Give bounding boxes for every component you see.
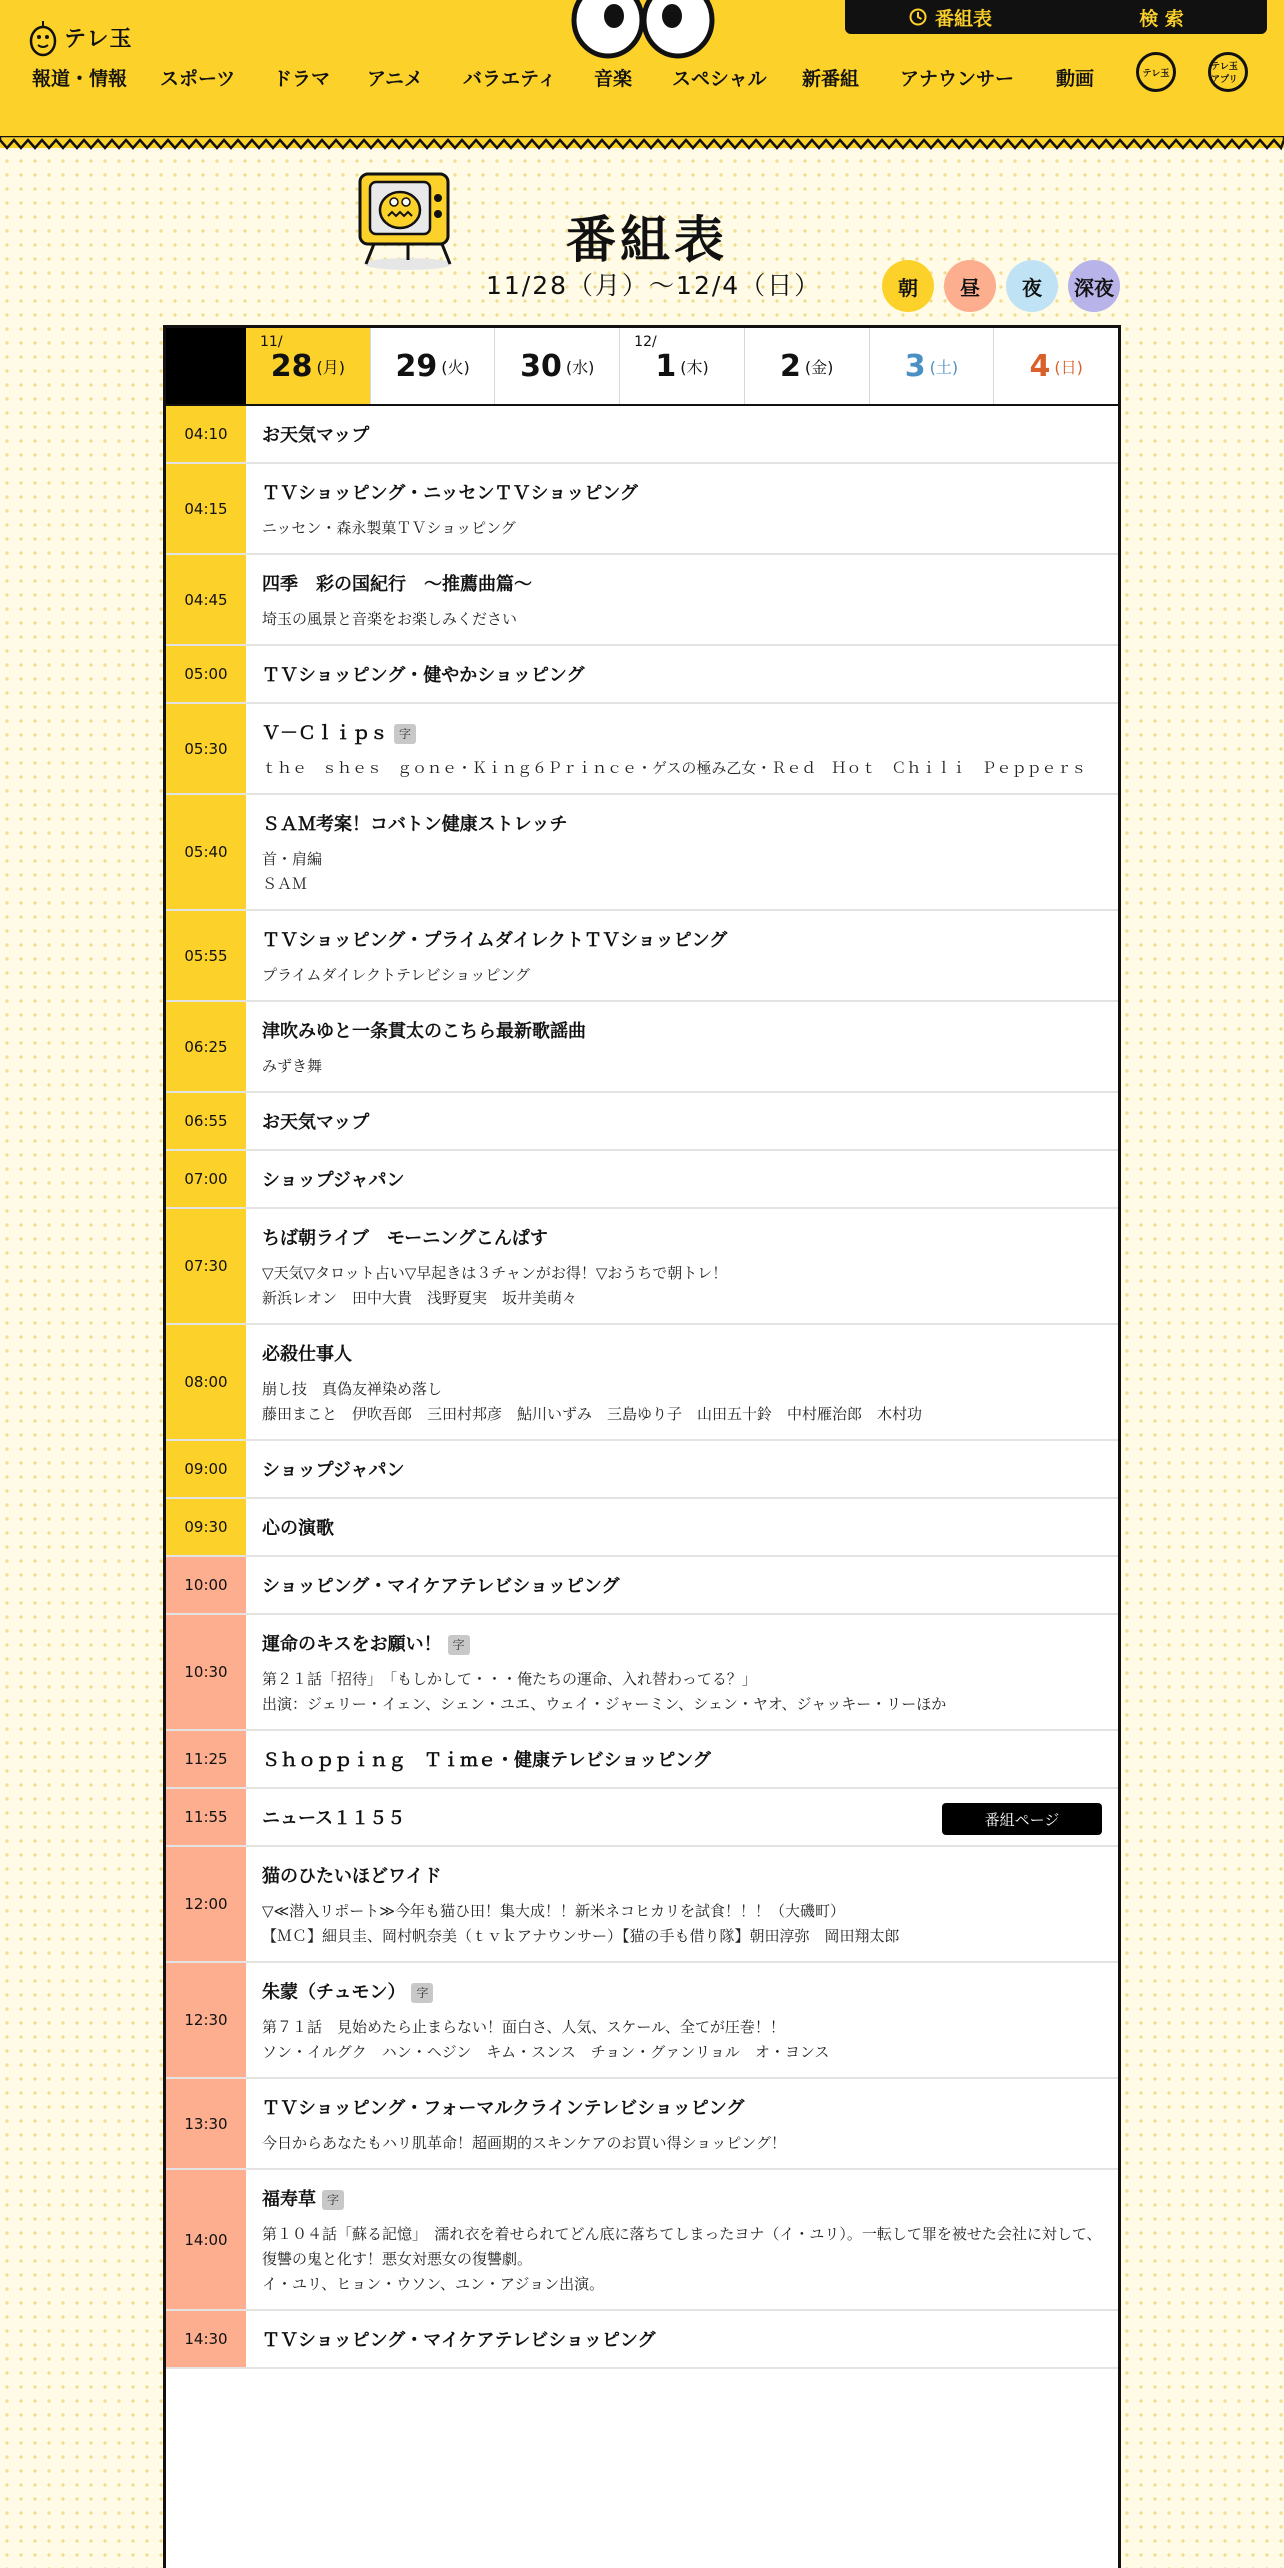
program-time: 06:55 — [166, 1093, 246, 1149]
program-page-button[interactable]: 番組ページ — [942, 1803, 1102, 1835]
day-of-week: (日) — [1054, 357, 1083, 377]
day-number: 29 — [395, 348, 438, 384]
program-description-line: 埼玉の風景と音楽をお楽しみください — [262, 610, 518, 628]
program-description-line: 【ＭＣ】細貝圭、岡村帆奈美（ｔｖｋアナウンサー）【猫の手も借り隊】朝田淳弥 岡田翔太郎 — [262, 1927, 900, 1945]
site-logo[interactable] — [28, 14, 138, 60]
header-zigzag-edge — [0, 136, 1284, 152]
evening-button-label: 夜 — [1022, 275, 1042, 300]
morning-button[interactable] — [882, 260, 934, 312]
program-info — [246, 1325, 1118, 1439]
program-title-line — [262, 571, 1102, 599]
day-month: 11/ — [260, 334, 283, 350]
program-title-line — [262, 1457, 1102, 1485]
day-tabs — [166, 328, 1118, 406]
program-title[interactable]: Ｓｈｏｐｐｉｎｇ Ｔｉｍｅ・健康テレビショッピング — [262, 1750, 711, 1771]
genre-nav — [0, 64, 1284, 104]
subtitle-badge: 字 — [322, 2190, 344, 2210]
program-time: 12:00 — [166, 1847, 246, 1961]
program-row[interactable] — [166, 1093, 1118, 1151]
day-of-week: (土) — [929, 357, 959, 377]
program-row[interactable] — [166, 795, 1118, 911]
program-description-line: 新浜レオン 田中大貴 浅野夏実 坂井美萌々 — [262, 1289, 578, 1307]
nav-news[interactable]: 報道・情報 — [32, 68, 128, 90]
program-row[interactable] — [166, 646, 1118, 704]
day-number: 28 — [270, 348, 313, 384]
mascot-logo-icon — [28, 17, 58, 57]
program-title[interactable]: ＴＶショッピング・マイケアテレビショッピング — [262, 2330, 656, 2351]
program-title-line — [262, 720, 1102, 748]
program-row[interactable] — [166, 2079, 1118, 2170]
nav-announcers[interactable]: アナウンサー — [900, 68, 1015, 90]
program-title-line — [262, 1979, 1102, 2007]
nav-variety[interactable]: バラエティ — [463, 68, 557, 90]
program-info — [246, 1789, 1118, 1845]
clock-icon — [909, 8, 927, 26]
program-info — [246, 704, 1118, 793]
program-title[interactable]: ＳＡＭ考案！コバトン健康ストレッチ — [262, 814, 568, 835]
program-time: 11:25 — [166, 1731, 246, 1787]
program-title[interactable]: ちば朝ライブ モーニングこんぱす — [262, 1228, 548, 1249]
program-info — [246, 1093, 1118, 1149]
day-of-week: (火) — [441, 357, 470, 377]
subtitle-badge: 字 — [411, 1983, 433, 2003]
program-description-line: ＳＡＭ — [262, 875, 308, 893]
program-time: 05:55 — [166, 911, 246, 1000]
day-tab[interactable] — [246, 328, 371, 404]
program-title-line — [262, 811, 1102, 839]
program-row[interactable] — [166, 911, 1118, 1002]
program-info — [246, 464, 1118, 553]
program-title-line — [262, 1167, 1102, 1195]
program-time: 08:00 — [166, 1325, 246, 1439]
program-title[interactable]: 四季 彩の国紀行 ～推薦曲篇～ — [262, 574, 532, 595]
nav-new-programs[interactable]: 新番組 — [802, 68, 860, 90]
day-number: 30 — [520, 348, 562, 384]
program-time: 05:00 — [166, 646, 246, 702]
program-title-line — [262, 1631, 1102, 1659]
program-time: 07:30 — [166, 1209, 246, 1323]
tv-mascot-icon — [352, 168, 464, 272]
program-description-line: イ・ユリ、ヒョン・ウソン、ユン・アジョン出演。 — [262, 2275, 605, 2293]
program-row[interactable] — [166, 2170, 1118, 2311]
program-description — [262, 607, 1102, 632]
program-description-line: ▽天気▽タロット占い▽早起きは３チャンがお得！▽おうちで朝トレ！ — [262, 1264, 728, 1282]
program-info — [246, 555, 1118, 644]
program-info — [246, 2079, 1118, 2168]
program-title[interactable]: 朱蒙（チュモン） — [262, 1982, 406, 2003]
program-info — [246, 1209, 1118, 1323]
program-description — [262, 756, 1102, 781]
program-title[interactable]: 津吹みゆと一条貫太のこちら最新歌謡曲 — [262, 1021, 586, 1042]
program-title[interactable]: 必殺仕事人 — [262, 1344, 352, 1365]
day-of-week: (木) — [680, 357, 709, 377]
nav-music[interactable]: 音楽 — [594, 68, 633, 90]
program-title[interactable]: Ｖ－Ｃｌｉｐｓ — [262, 723, 388, 744]
program-row[interactable] — [166, 1151, 1118, 1209]
program-time: 07:00 — [166, 1151, 246, 1207]
program-title-line — [262, 1341, 1102, 1369]
program-description-line: 藤田まこと 伊吹吾郎 三田村邦彦 鮎川いずみ 三島ゆり子 山田五十鈴 中村雁治郎 木村功 — [262, 1405, 923, 1423]
program-title[interactable]: お天気マップ — [262, 1112, 370, 1133]
day-number: 4 — [1029, 348, 1051, 384]
program-row[interactable] — [166, 1615, 1118, 1731]
program-description-line: 今日からあなたもハリ肌革命！超画期的スキンケアのお買い得ショッピング！ — [262, 2134, 786, 2152]
program-title-line — [262, 1573, 1102, 1601]
program-row[interactable] — [166, 1731, 1118, 1789]
day-tab[interactable] — [620, 328, 745, 404]
program-time: 10:30 — [166, 1615, 246, 1729]
program-title-line — [262, 480, 1102, 508]
program-time: 14:30 — [166, 2311, 246, 2367]
program-row[interactable] — [166, 2311, 1118, 2369]
program-title-line — [262, 1515, 1102, 1543]
program-row[interactable] — [166, 1325, 1118, 1441]
program-title[interactable]: ＴＶショッピング・ニッセンＴＶショッピング — [262, 483, 638, 504]
program-title-line — [262, 2186, 1102, 2214]
program-row[interactable] — [166, 1002, 1118, 1093]
mascot-eyes-icon — [570, 0, 716, 64]
daytime-button-label: 昼 — [960, 275, 980, 300]
program-time: 14:00 — [166, 2170, 246, 2309]
morning-button-label: 朝 — [898, 275, 918, 300]
program-info — [246, 911, 1118, 1000]
daytime-button[interactable] — [944, 260, 996, 312]
program-time: 04:45 — [166, 555, 246, 644]
program-row[interactable] — [166, 1963, 1118, 2079]
logo-text: テレ玉 — [64, 26, 133, 52]
program-row[interactable] — [166, 1499, 1118, 1557]
program-title[interactable]: ショッピング・マイケアテレビショッピング — [262, 1576, 620, 1597]
program-title[interactable]: ＴＶショッピング・プライムダイレクトＴＶショッピング — [262, 930, 728, 951]
program-time: 04:15 — [166, 464, 246, 553]
day-tab[interactable] — [745, 328, 870, 404]
program-description — [262, 2222, 1102, 2297]
program-info — [246, 795, 1118, 909]
program-row[interactable] — [166, 704, 1118, 795]
day-tab[interactable] — [870, 328, 995, 404]
program-description-line: ニッセン・森永製菓ＴＶショッピング — [262, 519, 516, 537]
program-description — [262, 516, 1102, 541]
program-title-line — [262, 1863, 1102, 1891]
day-number: 3 — [904, 348, 926, 384]
program-list — [166, 406, 1118, 2369]
program-title-line — [262, 1225, 1102, 1253]
program-row[interactable] — [166, 1789, 1118, 1847]
program-description-line: 第７１話 見始めたら止まらない！面白さ、人気、スケール、全てが圧巻！！ — [262, 2018, 785, 2036]
program-title[interactable]: 心の演歌 — [262, 1518, 334, 1539]
program-time: 10:00 — [166, 1557, 246, 1613]
program-title-line — [262, 1747, 1102, 1775]
day-number: 1 — [655, 348, 677, 384]
nav-anime[interactable]: アニメ — [367, 68, 424, 90]
site-header — [0, 0, 1284, 148]
day-month: 12/ — [634, 334, 657, 350]
teletama-badge[interactable] — [1136, 52, 1176, 92]
program-info — [246, 646, 1118, 702]
program-info — [246, 1499, 1118, 1555]
day-of-week: (月) — [316, 357, 345, 377]
program-time: 09:00 — [166, 1441, 246, 1497]
program-title[interactable]: 猫のひたいほどワイド — [262, 1866, 442, 1887]
program-description-line: プライムダイレクトテレビショッピング — [262, 966, 531, 984]
program-time: 12:30 — [166, 1963, 246, 2077]
program-info — [246, 1151, 1118, 1207]
search-link[interactable] — [1056, 4, 1267, 31]
program-time: 09:30 — [166, 1499, 246, 1555]
program-title[interactable]: ＴＶショッピング・健やかショッピング — [262, 665, 585, 686]
program-info — [246, 2311, 1118, 2367]
program-info — [246, 2170, 1118, 2309]
program-title-line — [262, 662, 1102, 690]
program-time: 11:55 — [166, 1789, 246, 1845]
schedule-link-label: 番組表 — [934, 7, 992, 30]
program-row[interactable] — [166, 1441, 1118, 1499]
program-time: 04:10 — [166, 406, 246, 462]
program-row[interactable] — [166, 406, 1118, 464]
program-description-line: 首・肩編 — [262, 850, 323, 868]
program-title[interactable]: お天気マップ — [262, 425, 370, 446]
schedule-link[interactable] — [845, 4, 1056, 31]
program-description — [262, 1054, 1102, 1079]
program-title-line — [262, 422, 1102, 450]
program-title[interactable]: ＴＶショッピング・フォーマルクラインテレビショッピング — [262, 2098, 745, 2119]
program-description-line: ソン・イルグク ハン・ヘジン キム・スンス チョン・グァンリョル オ・ヨンス — [262, 2043, 830, 2061]
program-row[interactable] — [166, 1557, 1118, 1615]
program-title-line — [262, 2095, 1102, 2123]
page-title: 番組表 — [566, 211, 728, 269]
program-description — [262, 2131, 1102, 2156]
program-description-line: 出演：ジェリー・イェン、シェン・ユエ、ウェイ・ジャーミン、シェン・ヤオ、ジャッキー・リーほか — [262, 1695, 947, 1713]
program-time: 06:25 — [166, 1002, 246, 1091]
program-description — [262, 1899, 1102, 1949]
program-info — [246, 1847, 1118, 1961]
program-info — [246, 1002, 1118, 1091]
program-info — [246, 406, 1118, 462]
program-title[interactable]: ショップジャパン — [262, 1170, 405, 1191]
program-title[interactable]: ショップジャパン — [262, 1460, 405, 1481]
program-description-line: 第１０４話「蘇る記憶」 濡れ衣を着せられてどん底に落ちてしまったヨナ（イ・ユリ）。一転して罪を被せた会社に対して、復讐の鬼と化す！悪女対悪女の復讐劇。 — [262, 2225, 1102, 2268]
program-time: 13:30 — [166, 2079, 246, 2168]
program-time: 05:30 — [166, 704, 246, 793]
day-tab[interactable] — [994, 328, 1118, 404]
program-title[interactable]: ニュース１１５５ — [262, 1808, 406, 1829]
day-tabs-corner — [166, 328, 246, 404]
program-title-line — [262, 1018, 1102, 1046]
program-schedule — [163, 325, 1121, 2568]
teletama-badge-label: テレ玉 — [1142, 68, 1170, 79]
evening-button[interactable] — [1006, 260, 1058, 312]
program-title-line — [262, 927, 1102, 955]
program-description — [262, 1261, 1102, 1311]
program-info — [246, 1557, 1118, 1613]
program-title-line — [262, 1109, 1102, 1137]
day-number: 2 — [780, 348, 801, 384]
program-time: 05:40 — [166, 795, 246, 909]
late-night-button-label: 深夜 — [1074, 275, 1114, 300]
nav-drama[interactable]: ドラマ — [273, 68, 331, 90]
subtitle-badge: 字 — [448, 1635, 470, 1655]
day-of-week: (金) — [804, 357, 834, 377]
program-row[interactable] — [166, 464, 1118, 555]
program-title-line — [262, 2327, 1102, 2355]
program-info — [246, 1615, 1118, 1729]
day-of-week: (水) — [565, 357, 595, 377]
program-description-line: 第２１話「招待」 「もしかして・・・俺たちの運命、入れ替わってる？」 — [262, 1670, 757, 1688]
program-title[interactable]: 福寿草 — [262, 2189, 316, 2210]
program-description — [262, 847, 1102, 897]
program-row[interactable] — [166, 1847, 1118, 1963]
program-description-line: 崩し技 真偽友禅染め落し — [262, 1380, 443, 1398]
subtitle-badge: 字 — [394, 724, 416, 744]
program-description-line: みずき舞 — [262, 1057, 323, 1075]
top-utility-bar — [845, 0, 1267, 34]
program-description — [262, 1667, 1102, 1717]
program-description-line: ▽≪潜入リポート≫今年も猫ひ田！集大成！！新米ネコヒカリを試食！！！（大磯町） — [262, 1902, 845, 1920]
day-tab[interactable] — [371, 328, 496, 404]
time-of-day-selector — [882, 260, 1130, 312]
search-link-label: 検 索 — [1139, 7, 1184, 30]
date-range: 11/28（月）〜12/4（日） — [486, 271, 822, 300]
teletama-app-badge-label: テレ玉アプリ — [1211, 62, 1238, 85]
teletama-app-badge[interactable] — [1208, 52, 1248, 92]
program-description — [262, 1377, 1102, 1427]
program-title[interactable]: 運命のキスをお願い！ — [262, 1634, 442, 1655]
day-tab[interactable] — [495, 328, 620, 404]
program-row[interactable] — [166, 555, 1118, 646]
nav-sports[interactable]: スポーツ — [160, 68, 236, 90]
nav-videos[interactable]: 動画 — [1056, 68, 1095, 90]
program-info — [246, 1441, 1118, 1497]
program-description-line: ｔｈｅ ｓｈｅｓ ｇｏｎｅ・Ｋｉｎｇ６Ｐｒｉｎｃｅ・ゲスの極み乙女・Ｒｅｄ Ｈｏｔ Ｃｈｉｌｉ Ｐｅｐｐｅｒｓ — [262, 759, 1087, 777]
program-description — [262, 963, 1102, 988]
program-description — [262, 2015, 1102, 2065]
nav-special[interactable]: スペシャル — [672, 68, 767, 90]
late-night-button[interactable] — [1068, 260, 1120, 312]
program-info — [246, 1731, 1118, 1787]
program-row[interactable] — [166, 1209, 1118, 1325]
program-info — [246, 1963, 1118, 2077]
